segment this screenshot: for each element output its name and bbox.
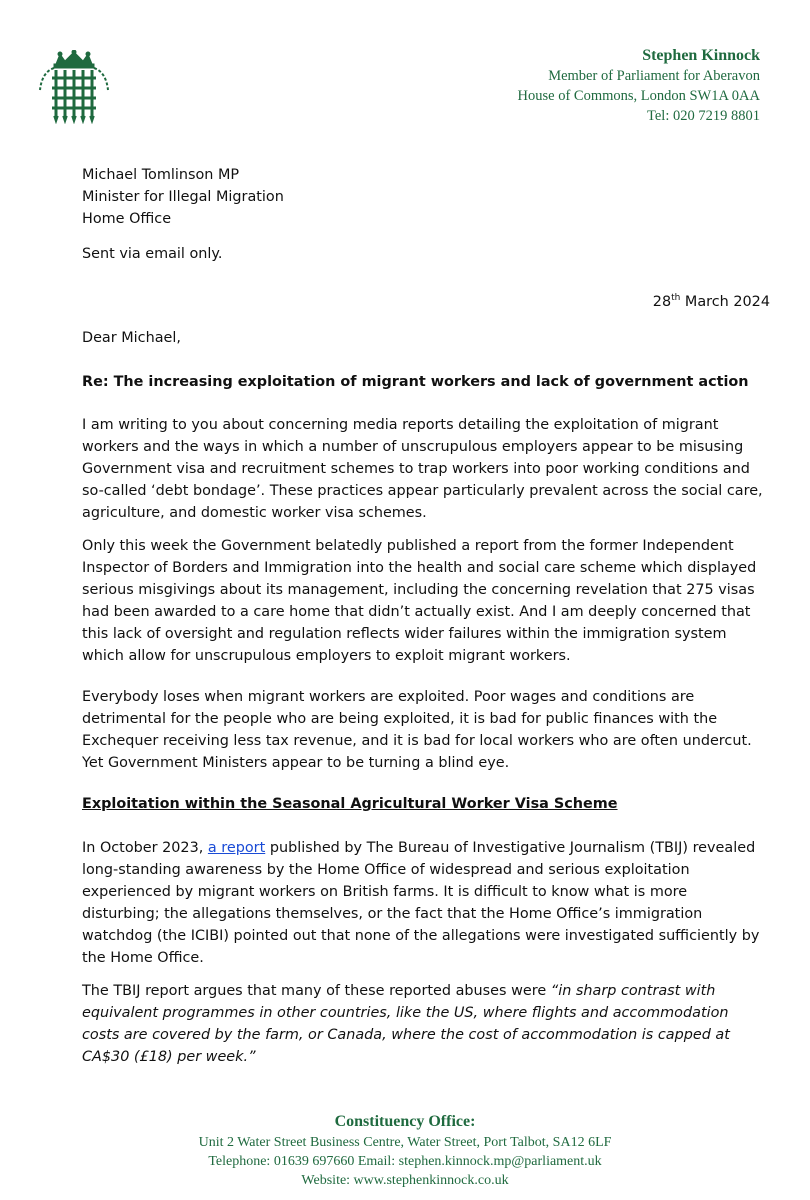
- text-segment: published by The Bureau of Investigative Journalism (TBIJ) revealed: [265, 840, 756, 856]
- constituency-footer: [0, 1112, 810, 1190]
- paragraph-line: which allow for unscrupulous employers to exploit migrant workers.: [82, 648, 571, 664]
- paragraph-intro: The TBIJ report argues that many of these reported abuses were: [82, 983, 551, 999]
- mp-address: House of Commons, London SW1A 0AA: [517, 88, 760, 104]
- subject-line: Re: The increasing exploitation of migrant workers and lack of government action: [82, 374, 749, 390]
- paragraph-line: detrimental for the people who are being exploited, it is bad for public finances with the: [82, 711, 718, 727]
- paragraph-line: [82, 837, 754, 859]
- addressee-title: Minister for Illegal Migration: [82, 189, 284, 205]
- paragraph-line: the Home Office.: [82, 950, 204, 966]
- paragraph-line: had been awarded to a care home that didn’t actually exist. And I am deeply concerned that: [82, 604, 751, 620]
- paragraph-line: Yet Government Ministers appear to be turning a blind eye.: [82, 755, 510, 771]
- paragraph-line: Only this week the Government belatedly published a report from the former Independent: [82, 538, 734, 554]
- paragraph-3: [82, 686, 754, 774]
- paragraph-line: workers and the ways in which a number of unscrupulous employers appear to be misusing: [82, 439, 744, 455]
- footer-contact: Telephone: 01639 697660 Email: stephen.kinnock.mp@parliament.uk: [208, 1154, 602, 1169]
- paragraph-line: experienced by migrant workers on British farms. It is difficult to know what is more: [82, 884, 688, 900]
- paragraph-line: Everybody loses when migrant workers are exploited. Poor wages and conditions are: [82, 689, 695, 705]
- paragraph-line: Government visa and recruitment schemes to trap workers into poor working conditions and: [82, 461, 750, 477]
- date-suffix: th: [671, 293, 681, 303]
- addressee-name: Michael Tomlinson MP: [82, 167, 240, 183]
- date-day: 28: [652, 294, 672, 310]
- section-heading: Exploitation within the Seasonal Agricultural Worker Visa Scheme: [82, 796, 618, 812]
- paragraph-line: I am writing to you about concerning media reports detailing the exploitation of migrant: [82, 417, 719, 433]
- paragraph-5: [82, 980, 754, 1068]
- paragraph-2: [82, 535, 757, 667]
- tbij-quote: “in sharp contrast with equivalent programmes in other countries, like the US, where flights and accommodation costs are covered by the farm, or Canada, where the cost of accommodation is capped at CA$30 (£18) per week.”: [82, 983, 730, 1065]
- footer-title: Constituency Office:: [334, 1113, 476, 1130]
- paragraph-line: watchdog (the ICIBI) pointed out that none of the allegations were investigated sufficiently by: [82, 928, 760, 944]
- portcullis-icon: [34, 50, 114, 124]
- mp-telephone: Tel: 020 7219 8801: [647, 108, 760, 124]
- paragraph-line: so-called ‘debt bondage’. These practices appear particularly prevalent across the social care,: [82, 483, 763, 499]
- footer-website: Website: www.stephenkinnock.co.uk: [301, 1173, 509, 1188]
- salutation: Dear Michael,: [82, 330, 181, 346]
- footer-address: Unit 2 Water Street Business Centre, Water Street, Port Talbot, SA12 6LF: [198, 1135, 612, 1150]
- paragraph-line: disturbing; the allegations themselves, or the fact that the Home Office’s immigration: [82, 906, 703, 922]
- paragraph-line: long-standing awareness by the Home Office of widespread and serious exploitation: [82, 862, 690, 878]
- date-month-year: March 2024: [684, 294, 770, 310]
- paragraph-line: serious misgivings about its management, including the concerning revelation that 275 visas: [82, 582, 755, 598]
- text-segment: In October 2023,: [82, 840, 208, 856]
- paragraph-line: Inspector of Borders and Immigration into the health and social care scheme which displayed: [82, 560, 757, 576]
- letter-date: [653, 287, 770, 313]
- paragraph-line: Exchequer receiving less tax revenue, and it is bad for local workers who are often undercut.: [82, 733, 752, 749]
- sent-via-note: Sent via email only.: [82, 246, 223, 262]
- mp-name: Stephen Kinnock: [642, 47, 760, 64]
- mp-role: Member of Parliament for Aberavon: [548, 68, 760, 84]
- letterhead: [518, 46, 760, 126]
- addressee-block: [82, 164, 754, 230]
- paragraph-line: agriculture, and domestic worker visa schemes.: [82, 505, 427, 521]
- addressee-department: Home Office: [82, 211, 172, 227]
- paragraph-1: [82, 414, 763, 524]
- report-link[interactable]: a report: [207, 840, 266, 856]
- paragraph-line: this lack of oversight and regulation reflects wider failures within the immigration system: [82, 626, 727, 642]
- paragraph-4: [82, 837, 760, 969]
